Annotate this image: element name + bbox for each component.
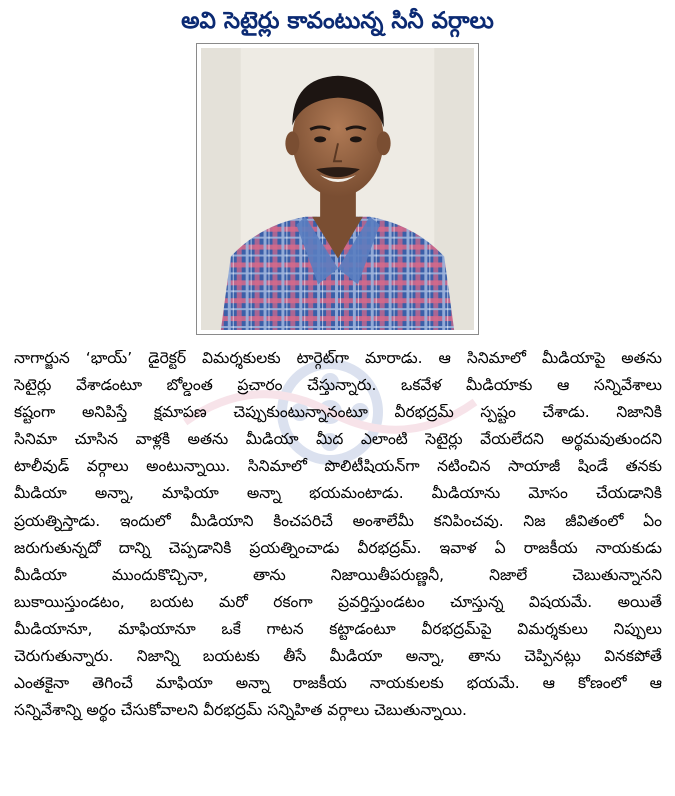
person-photo-icon xyxy=(201,48,474,330)
article-headline: అవి సెటైర్లు కావంటున్న సినీ వర్గాలు xyxy=(181,8,494,34)
person-photo xyxy=(201,48,474,330)
article-line: బుకాయిస్తుండటం, బయట మరో రకంగా ప్రవర్తిస్తుండటం చూస్తున్న విషయమే. అయితే xyxy=(14,592,662,611)
article-line: కష్టంగా అనిపిస్తే క్షమాపణ చెప్పుకుంటున్నానంటూ వీరభద్రమ్ స్పష్టం చేశాడు. నిజానికి xyxy=(14,403,662,422)
article-line: మీడియా ముందుకొచ్చినా, తాను నిజాయితీపరుణ్ణనీ, నిజాలే చెబుతున్నానని xyxy=(14,565,662,584)
article-photo-frame xyxy=(196,43,479,335)
article-line: ప్రయత్నిస్తాడు. ఇందులో మీడియాని కించపరిచే అంశాలేమీ కనిపించవు. నిజ జీవితంలో ఏం xyxy=(14,511,662,530)
article-line: జరుగుతున్నదో దాన్ని చెప్పడానికి ప్రయత్నించాడు వీరభద్రమ్. ఇవాళ ఏ రాజకీయ నాయకుడు xyxy=(14,538,662,557)
article-line: సెటైర్లు వేశాడంటూ బోల్డంత ప్రచారం చేస్తున్నారు. ఒకవేళ మీడియాకు ఆ సన్నివేశాలు xyxy=(14,376,662,395)
article-body xyxy=(14,345,662,724)
article-line: టాలీవుడ్ వర్గాలు అంటున్నాయి. సినిమాలో పొలిటీషియన్‌గా నటించిన సాయాజీ షిండే తనకు xyxy=(14,457,662,476)
article-line: మీడియా అన్నా, మాఫియా అన్నా భయమంటాడు. మీడియాను మోసం చేయడానికి xyxy=(14,484,662,503)
article-line: మీడియానూ, మాఫియానూ ఒకే గాటన కట్టాడంటూ వీరభద్రమ్‌పై విమర్శకులు నిప్పులు xyxy=(14,619,662,638)
article-line: చెరుగుతున్నారు. నిజాన్ని బయటకు తీసే మీడియా అన్నా, తాను చెప్పినట్లు వినకపోతే xyxy=(14,647,662,666)
article-line: సినిమా చూసిన వాళ్లకి అతను మీడియా మీద ఎలాంటి సెటైర్లు వేయలేదని అర్థమవుతుందని xyxy=(14,430,662,449)
article-line: ఎంతకైనా తెగించే మాఫియా అన్నా రాజకీయ నాయకులకు భయమే. ఆ కోణంలో ఆ xyxy=(14,674,662,693)
article-line: సన్నివేశాన్ని అర్థం చేసుకోవాలని వీరభద్రమ్ సన్నిహిత వర్గాలు చెబుతున్నాయి. xyxy=(14,701,467,720)
article-line: నాగార్జున ‘భాయ్’ డైరెక్టర్ విమర్శకులకు టార్గెట్‌గా మారాడు. ఆ సినిమాలో మీడియాపై అతను xyxy=(14,349,662,367)
